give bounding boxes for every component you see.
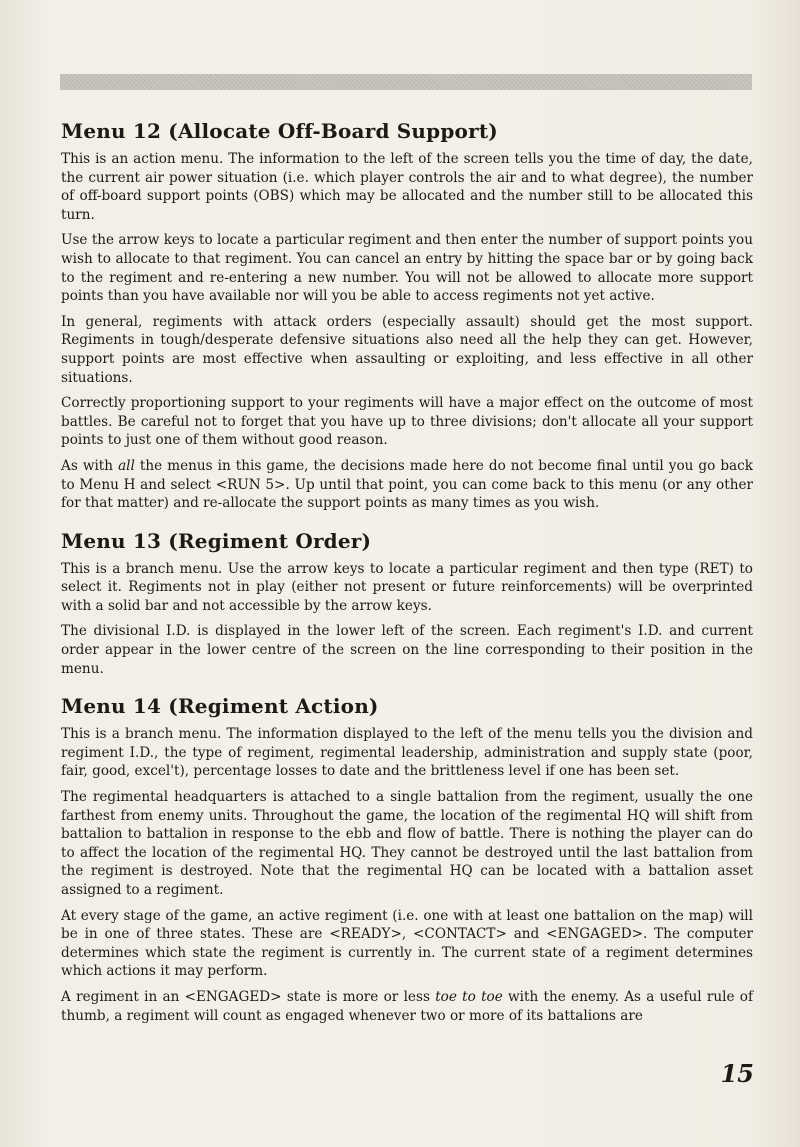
emphasis-text: all <box>118 457 135 474</box>
paragraph: At every stage of the game, an active regiment (i.e. one with at least one battalion on the map) will be in one of three states. These are <READY>, <CONTACT> and <ENGAGED>. The computer determines which state the regiment is currently in. The current state of a regiment determines which actions it may perform. <box>61 907 753 980</box>
section-heading: Menu 12 (Allocate Off-Board Support) <box>61 119 498 143</box>
text-run: As with <box>61 457 119 474</box>
section-menu-13 <box>61 528 753 679</box>
section-menu-14 <box>61 693 753 1025</box>
paragraph: This is a branch menu. The information displayed to the left of the menu tells you the division and regiment I.D., the type of regiment, regimental leadership, administration and supply state (poor, fair, good, excel't), percentage losses to date and the brittleness level if one has been set. <box>61 726 753 780</box>
page-content <box>61 118 753 1032</box>
section-heading: Menu 14 (Regiment Action) <box>61 694 379 719</box>
section-menu-12 <box>61 118 753 513</box>
text-run: the menus in this game, the decisions made here do not become final until you go back to Menu H and select <RUN 5>. Up until that point, you can come back to this menu (or any other for that matter) and re-allocate the support points as many times as you wish. <box>61 457 753 512</box>
paragraph: Correctly proportioning support to your regiments will have a major effect on the outcome of most battles. Be careful not to forget that you have up to three divisions; don't allocate all your support points to just one of them without good reason. <box>61 395 753 449</box>
paragraph: This is an action menu. The information to the left of the screen tells you the time of day, the date, the current air power situation (i.e. which player controls the air and to what degree), the number of off-board support points (OBS) which may be allocated and the number still to be allocated this turn. <box>61 151 753 223</box>
paragraph <box>61 457 753 513</box>
page-number: 15 <box>720 1059 754 1088</box>
paragraph: The divisional I.D. is displayed in the lower left of the screen. Each regiment's I.D. and current order appear in the lower centre of the screen on the line corresponding to their position in the menu. <box>61 623 753 677</box>
text-run: with the enemy. As a useful rule of thumb, a regiment will count as engaged whenever two or more of its battalions are <box>61 988 753 1024</box>
header-rule <box>60 74 752 90</box>
paragraph: In general, regiments with attack orders (especially assault) should get the most support. Regiments in tough/desperate defensive situations also need all the help they can get. However, support points are most effective when assaulting or exploiting, and less effective in all other situations. <box>61 313 753 386</box>
paragraph: The regimental headquarters is attached to a single battalion from the regiment, usually the one farthest from enemy units. Throughout the game, the location of the regimental HQ will shift from battalion to battalion in response to the ebb and flow of battle. There is nothing the player can do to affect the location of the regimental HQ. They cannot be destroyed until the last battalion from the regiment is destroyed. Note that the regimental HQ can be located with a battalion asset assigned to a regiment. <box>61 789 753 898</box>
section-heading: Menu 13 (Regiment Order) <box>61 528 372 553</box>
emphasis-text: toe to toe <box>435 988 503 1005</box>
paragraph: This is a branch menu. Use the arrow keys to locate a particular regiment and then type (RET) to select it. Regiments not in play (either not present or future reinforcements) will be overprinted with a solid bar and not accessible by the arrow keys. <box>61 560 753 614</box>
text-run: A regiment in an <ENGAGED> state is more or less <box>61 988 436 1005</box>
paragraph <box>61 988 753 1025</box>
paragraph: Use the arrow keys to locate a particular regiment and then enter the number of support points you wish to allocate to that regiment. You can cancel an entry by hitting the space bar or by going back to the regiment and re-entering a new number. You will not be allowed to allocate more support points than you have available nor will you be able to access regiments not yet active. <box>61 232 753 305</box>
